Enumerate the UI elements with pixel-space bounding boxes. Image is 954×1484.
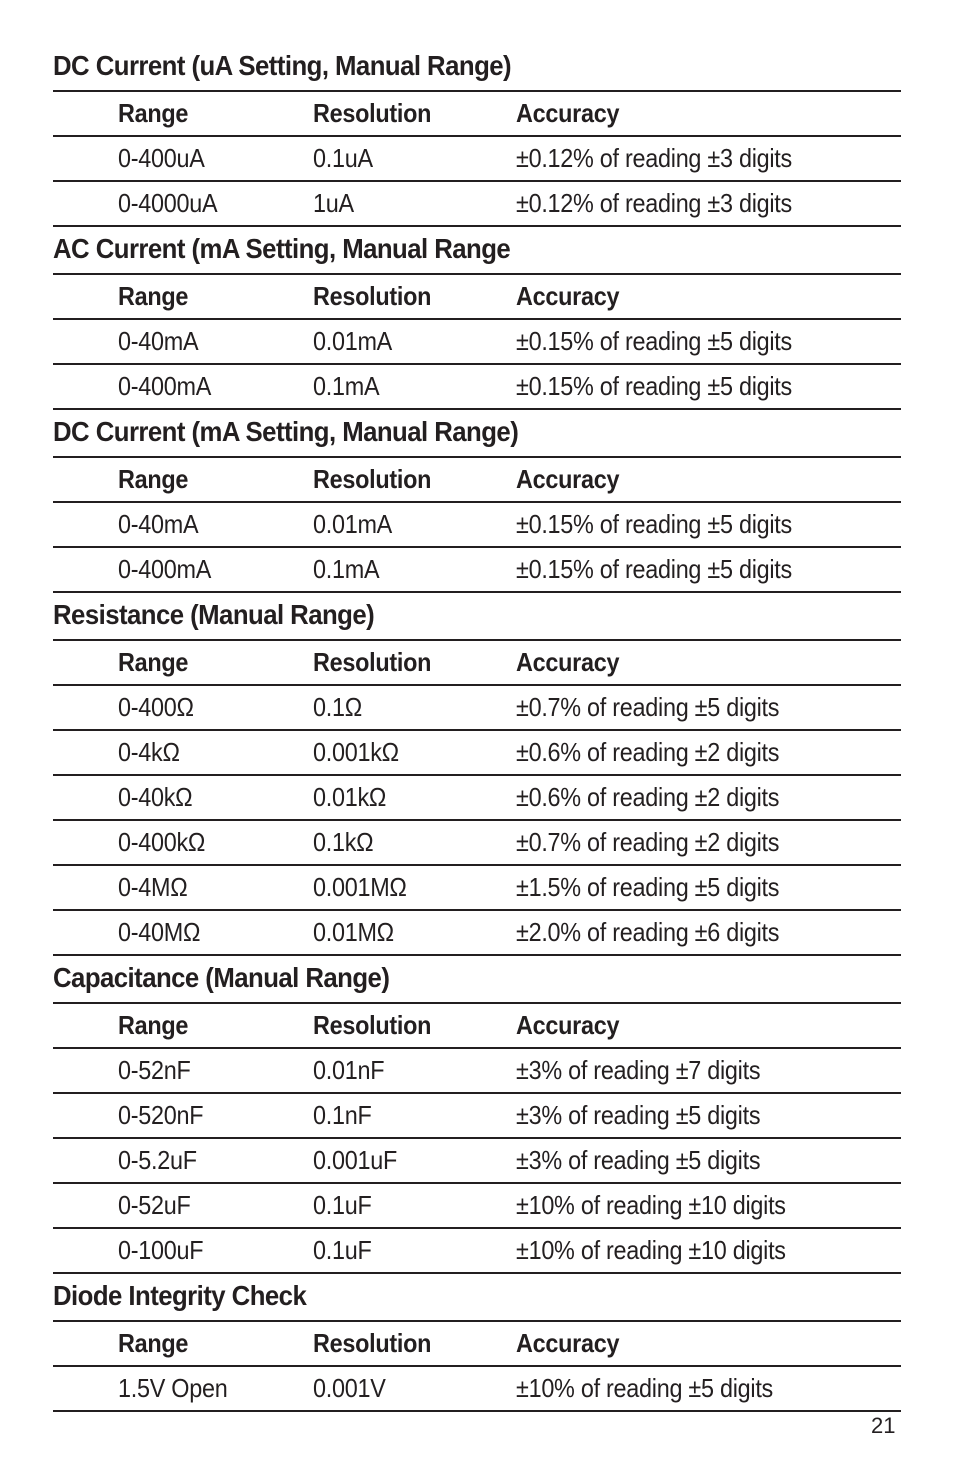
cell-range	[118, 1093, 313, 1138]
header-resolution-text: Resolution	[313, 1010, 432, 1040]
spec-section	[53, 956, 901, 1274]
header-resolution	[313, 640, 516, 685]
header-accuracy	[516, 91, 901, 136]
header-range-text: Range	[118, 647, 189, 677]
row-indent	[53, 364, 118, 409]
cell-accuracy	[516, 685, 901, 730]
spec-table	[53, 90, 901, 227]
cell-range-text: 0-400mA	[118, 371, 212, 401]
cell-range	[118, 910, 313, 955]
row-indent	[53, 1321, 118, 1366]
header-range-text: Range	[118, 98, 189, 128]
header-accuracy	[516, 1321, 901, 1366]
cell-resolution-text: 0.001kΩ	[313, 737, 399, 767]
header-resolution	[313, 457, 516, 502]
table-row	[53, 1366, 901, 1411]
cell-range	[118, 1048, 313, 1093]
row-indent	[53, 775, 118, 820]
row-indent	[53, 181, 118, 226]
row-indent	[53, 91, 118, 136]
cell-resolution-text: 0.001uF	[313, 1145, 397, 1175]
cell-range	[118, 1138, 313, 1183]
header-range	[118, 640, 313, 685]
spec-section	[53, 410, 901, 593]
table-header-row	[53, 1003, 901, 1048]
table-header-row	[53, 1321, 901, 1366]
cell-range	[118, 775, 313, 820]
cell-range	[118, 820, 313, 865]
cell-accuracy	[516, 547, 901, 592]
cell-resolution	[313, 730, 516, 775]
section-title: DC Current (mA Setting, Manual Range)	[53, 416, 519, 447]
cell-range	[118, 502, 313, 547]
cell-accuracy-text: ±0.7% of reading ±5 digits	[516, 692, 780, 722]
cell-accuracy-text: ±3% of reading ±5 digits	[516, 1100, 761, 1130]
row-indent	[53, 1048, 118, 1093]
row-indent	[53, 730, 118, 775]
header-resolution-text: Resolution	[313, 1328, 432, 1358]
row-indent	[53, 910, 118, 955]
header-accuracy	[516, 274, 901, 319]
spec-table	[53, 273, 901, 410]
table-header-row	[53, 274, 901, 319]
row-indent	[53, 1138, 118, 1183]
table-header-row	[53, 457, 901, 502]
cell-resolution-text: 0.01nF	[313, 1055, 385, 1085]
table-row	[53, 364, 901, 409]
table-row	[53, 1183, 901, 1228]
cell-resolution	[313, 319, 516, 364]
cell-accuracy	[516, 775, 901, 820]
header-range	[118, 91, 313, 136]
cell-resolution	[313, 685, 516, 730]
cell-accuracy	[516, 1138, 901, 1183]
cell-resolution-text: 0.01mA	[313, 326, 393, 356]
section-title: Capacitance (Manual Range)	[53, 962, 390, 993]
cell-accuracy	[516, 1228, 901, 1273]
row-indent	[53, 1366, 118, 1411]
row-indent	[53, 319, 118, 364]
cell-range	[118, 319, 313, 364]
cell-resolution	[313, 1228, 516, 1273]
page-number: 21	[871, 1413, 896, 1438]
row-indent	[53, 1228, 118, 1273]
table-row	[53, 1228, 901, 1273]
table-row	[53, 775, 901, 820]
cell-range-text: 0-520nF	[118, 1100, 204, 1130]
table-row	[53, 1093, 901, 1138]
cell-resolution-text: 0.1kΩ	[313, 827, 374, 857]
cell-range-text: 0-4MΩ	[118, 872, 188, 902]
cell-accuracy-text: ±10% of reading ±5 digits	[516, 1373, 773, 1403]
cell-resolution	[313, 181, 516, 226]
row-indent	[53, 820, 118, 865]
cell-accuracy	[516, 1366, 901, 1411]
cell-resolution-text: 0.1Ω	[313, 692, 362, 722]
cell-accuracy	[516, 1048, 901, 1093]
cell-accuracy	[516, 910, 901, 955]
section-title: Diode Integrity Check	[53, 1280, 307, 1311]
table-row	[53, 730, 901, 775]
spec-table	[53, 1320, 901, 1412]
cell-range	[118, 865, 313, 910]
cell-resolution	[313, 865, 516, 910]
cell-resolution	[313, 1183, 516, 1228]
cell-resolution-text: 0.1uA	[313, 143, 373, 173]
header-resolution	[313, 91, 516, 136]
spec-table	[53, 1002, 901, 1274]
header-resolution-text: Resolution	[313, 647, 432, 677]
cell-resolution	[313, 364, 516, 409]
cell-range-text: 0-5.2uF	[118, 1145, 197, 1175]
cell-range	[118, 181, 313, 226]
cell-resolution-text: 0.01kΩ	[313, 782, 387, 812]
section-title: AC Current (mA Setting, Manual Range	[53, 233, 511, 264]
cell-range	[118, 1228, 313, 1273]
cell-accuracy-text: ±2.0% of reading ±6 digits	[516, 917, 780, 947]
cell-accuracy-text: ±0.12% of reading ±3 digits	[516, 188, 792, 218]
table-row	[53, 1048, 901, 1093]
row-indent	[53, 1003, 118, 1048]
row-indent	[53, 547, 118, 592]
cell-accuracy-text: ±0.6% of reading ±2 digits	[516, 737, 780, 767]
header-accuracy-text: Accuracy	[516, 98, 620, 128]
cell-resolution-text: 0.1uF	[313, 1235, 372, 1265]
cell-resolution-text: 1uA	[313, 188, 354, 218]
table-row	[53, 910, 901, 955]
cell-accuracy-text: ±0.15% of reading ±5 digits	[516, 509, 792, 539]
header-accuracy	[516, 457, 901, 502]
table-header-row	[53, 640, 901, 685]
row-indent	[53, 1093, 118, 1138]
cell-accuracy-text: ±0.15% of reading ±5 digits	[516, 371, 792, 401]
cell-range-text: 0-400Ω	[118, 692, 194, 722]
cell-resolution	[313, 775, 516, 820]
spec-section	[53, 593, 901, 956]
cell-accuracy	[516, 136, 901, 181]
header-accuracy	[516, 1003, 901, 1048]
table-row	[53, 547, 901, 592]
header-resolution	[313, 274, 516, 319]
cell-accuracy	[516, 319, 901, 364]
cell-resolution	[313, 502, 516, 547]
cell-accuracy-text: ±0.12% of reading ±3 digits	[516, 143, 792, 173]
header-resolution	[313, 1321, 516, 1366]
row-indent	[53, 502, 118, 547]
cell-accuracy	[516, 1183, 901, 1228]
section-title: DC Current (uA Setting, Manual Range)	[53, 50, 512, 81]
cell-resolution-text: 0.1mA	[313, 371, 380, 401]
table-row	[53, 319, 901, 364]
table-row	[53, 181, 901, 226]
spec-page	[53, 44, 901, 1412]
cell-range-text: 0-40kΩ	[118, 782, 193, 812]
cell-resolution-text: 0.1mA	[313, 554, 380, 584]
row-indent	[53, 457, 118, 502]
spec-section	[53, 227, 901, 410]
header-accuracy-text: Accuracy	[516, 647, 620, 677]
table-row	[53, 1138, 901, 1183]
cell-resolution	[313, 910, 516, 955]
spec-section	[53, 44, 901, 227]
cell-accuracy-text: ±0.7% of reading ±2 digits	[516, 827, 780, 857]
cell-accuracy-text: ±0.15% of reading ±5 digits	[516, 326, 792, 356]
cell-resolution	[313, 1048, 516, 1093]
cell-accuracy-text: ±0.6% of reading ±2 digits	[516, 782, 780, 812]
cell-accuracy	[516, 502, 901, 547]
cell-resolution-text: 0.001MΩ	[313, 872, 407, 902]
cell-resolution-text: 0.01MΩ	[313, 917, 394, 947]
header-resolution-text: Resolution	[313, 464, 432, 494]
header-range-text: Range	[118, 281, 189, 311]
header-range	[118, 457, 313, 502]
cell-resolution	[313, 1366, 516, 1411]
row-indent	[53, 685, 118, 730]
cell-range-text: 0-52uF	[118, 1190, 191, 1220]
cell-range-text: 0-400uA	[118, 143, 205, 173]
table-row	[53, 502, 901, 547]
cell-accuracy-text: ±3% of reading ±7 digits	[516, 1055, 761, 1085]
cell-range-text: 0-4000uA	[118, 188, 218, 218]
table-header-row	[53, 91, 901, 136]
cell-resolution	[313, 136, 516, 181]
header-range-text: Range	[118, 1010, 189, 1040]
cell-range-text: 0-400kΩ	[118, 827, 206, 857]
cell-range	[118, 1366, 313, 1411]
cell-range-text: 0-52nF	[118, 1055, 191, 1085]
cell-range-text: 0-40mA	[118, 326, 199, 356]
cell-accuracy	[516, 820, 901, 865]
cell-range-text: 0-100uF	[118, 1235, 204, 1265]
cell-range	[118, 547, 313, 592]
row-indent	[53, 136, 118, 181]
cell-resolution-text: 0.1uF	[313, 1190, 372, 1220]
cell-range	[118, 685, 313, 730]
table-row	[53, 865, 901, 910]
header-accuracy	[516, 640, 901, 685]
row-indent	[53, 640, 118, 685]
cell-range-text: 0-40mA	[118, 509, 199, 539]
header-accuracy-text: Accuracy	[516, 1328, 620, 1358]
row-indent	[53, 1183, 118, 1228]
header-accuracy-text: Accuracy	[516, 464, 620, 494]
cell-range-text: 1.5V Open	[118, 1373, 228, 1403]
cell-resolution	[313, 1138, 516, 1183]
cell-accuracy	[516, 1093, 901, 1138]
header-resolution-text: Resolution	[313, 281, 432, 311]
cell-accuracy	[516, 364, 901, 409]
cell-resolution	[313, 1093, 516, 1138]
cell-accuracy-text: ±10% of reading ±10 digits	[516, 1190, 786, 1220]
header-accuracy-text: Accuracy	[516, 281, 620, 311]
cell-resolution-text: 0.01mA	[313, 509, 393, 539]
cell-resolution	[313, 820, 516, 865]
table-row	[53, 136, 901, 181]
spec-table	[53, 456, 901, 593]
cell-accuracy	[516, 730, 901, 775]
header-range	[118, 274, 313, 319]
header-resolution-text: Resolution	[313, 98, 432, 128]
cell-range-text: 0-4kΩ	[118, 737, 180, 767]
cell-range	[118, 730, 313, 775]
section-title: Resistance (Manual Range)	[53, 599, 375, 630]
cell-accuracy-text: ±10% of reading ±10 digits	[516, 1235, 786, 1265]
cell-accuracy-text: ±0.15% of reading ±5 digits	[516, 554, 792, 584]
cell-range	[118, 364, 313, 409]
spec-section	[53, 1274, 901, 1412]
cell-resolution-text: 0.1nF	[313, 1100, 372, 1130]
header-range	[118, 1003, 313, 1048]
cell-range	[118, 136, 313, 181]
row-indent	[53, 865, 118, 910]
cell-accuracy-text: ±3% of reading ±5 digits	[516, 1145, 761, 1175]
header-range	[118, 1321, 313, 1366]
spec-table	[53, 639, 901, 956]
header-range-text: Range	[118, 1328, 189, 1358]
cell-resolution-text: 0.001V	[313, 1373, 386, 1403]
cell-range	[118, 1183, 313, 1228]
cell-accuracy	[516, 865, 901, 910]
cell-accuracy-text: ±1.5% of reading ±5 digits	[516, 872, 780, 902]
header-resolution	[313, 1003, 516, 1048]
header-accuracy-text: Accuracy	[516, 1010, 620, 1040]
cell-accuracy	[516, 181, 901, 226]
table-row	[53, 820, 901, 865]
cell-resolution	[313, 547, 516, 592]
row-indent	[53, 274, 118, 319]
cell-range-text: 0-400mA	[118, 554, 212, 584]
table-row	[53, 685, 901, 730]
header-range-text: Range	[118, 464, 189, 494]
cell-range-text: 0-40MΩ	[118, 917, 201, 947]
